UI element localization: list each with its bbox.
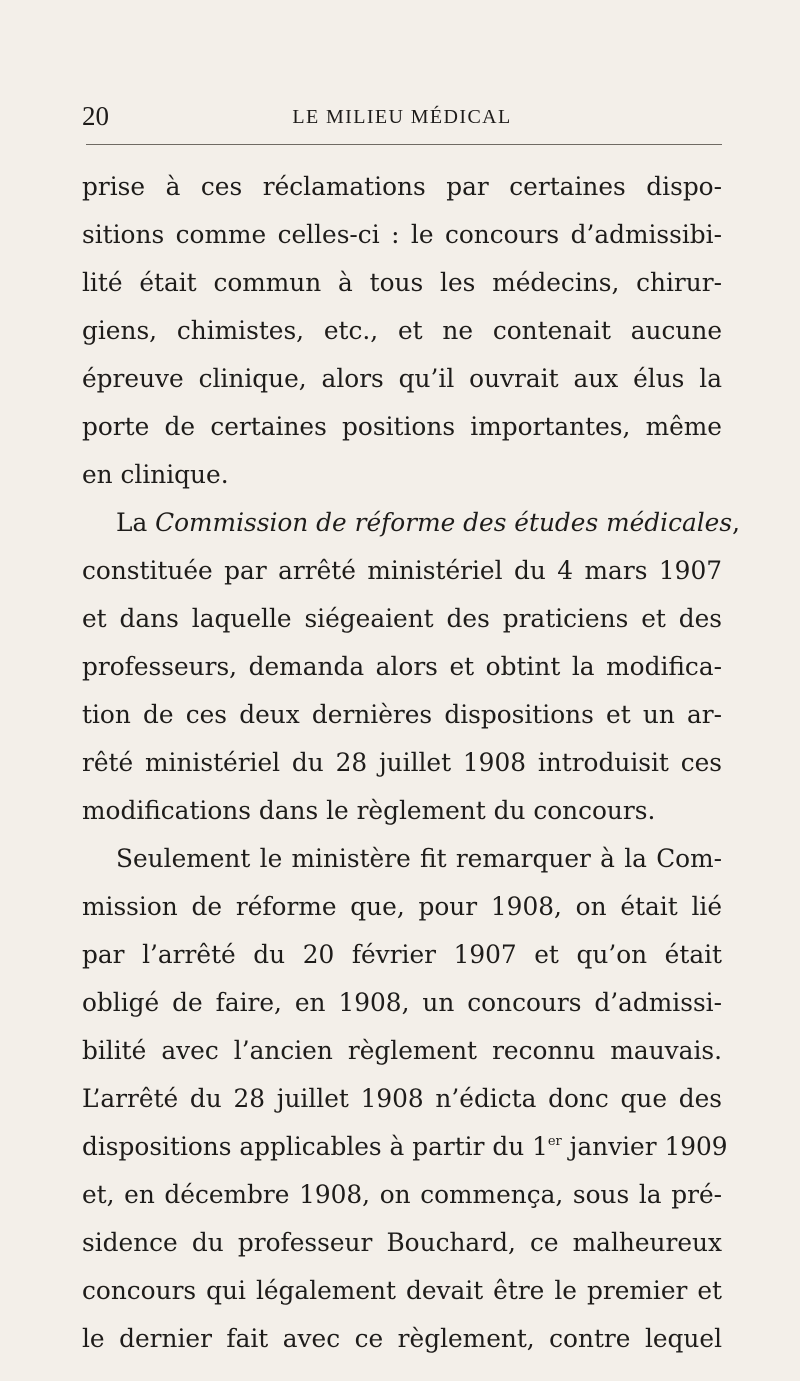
- text-line: bilité avec l’ancien règlement reconnu mauvais.: [82, 1036, 722, 1065]
- text-line: [82, 1123, 728, 1171]
- text-line: mission de réforme que, pour 1908, on était lié: [82, 892, 722, 921]
- header-rule: [86, 144, 722, 145]
- text-run: dispositions applicables à partir du 1: [82, 1132, 548, 1161]
- text-line: rêté ministériel du 28 juillet 1908 introduisit ces: [82, 748, 722, 777]
- text-line: et, en décembre 1908, on commença, sous la pré-: [82, 1180, 722, 1209]
- text-line: par l’arrêté du 20 février 1907 et qu’on était: [82, 940, 722, 969]
- page-header: [82, 98, 722, 134]
- text-line: porte de certaines positions importantes, même: [82, 412, 722, 441]
- text-line: sitions comme celles-ci : le concours d’admissibi-: [82, 220, 722, 249]
- paragraph-end-line: en clinique.: [82, 460, 229, 489]
- text-line: giens, chimistes, etc., et ne contenait aucune: [82, 316, 722, 345]
- text-line: et dans laquelle siégeaient des praticiens et des: [82, 604, 722, 633]
- page-number: 20: [82, 101, 109, 131]
- text-line: lité était commun à tous les médecins, chirur-: [82, 268, 722, 297]
- text-run: janvier 1909: [561, 1132, 728, 1161]
- text-line: obligé de faire, en 1908, un concours d’admissi-: [82, 988, 722, 1017]
- paragraph-end-line: modifications dans le règlement du concours.: [82, 796, 656, 825]
- superscript: er: [547, 1134, 562, 1149]
- text-line: Seulement le ministère fit remarquer à la Com-: [116, 844, 722, 873]
- italic-title: Commission de réforme des études médicales: [155, 508, 733, 537]
- running-title: LE MILIEU MÉDICAL: [292, 106, 512, 128]
- text-line: sidence du professeur Bouchard, ce malheureux: [82, 1228, 722, 1257]
- text-line: [116, 499, 740, 547]
- text-line: constituée par arrêté ministériel du 4 mars 1907: [82, 556, 722, 585]
- text-line: L’arrêté du 28 juillet 1908 n’édicta donc que des: [82, 1084, 722, 1113]
- text-run: ,: [732, 508, 740, 537]
- text-line: le dernier fait avec ce règlement, contre lequel: [82, 1324, 722, 1353]
- text-line: concours qui légalement devait être le premier et: [82, 1276, 722, 1305]
- text-line: prise à ces réclamations par certaines dispo-: [82, 172, 722, 201]
- text-line: professeurs, demanda alors et obtint la modifica-: [82, 652, 722, 681]
- text-run: La: [116, 508, 156, 537]
- text-line: tion de ces deux dernières dispositions et un ar-: [82, 700, 722, 729]
- text-line: épreuve clinique, alors qu’il ouvrait aux élus la: [82, 364, 722, 393]
